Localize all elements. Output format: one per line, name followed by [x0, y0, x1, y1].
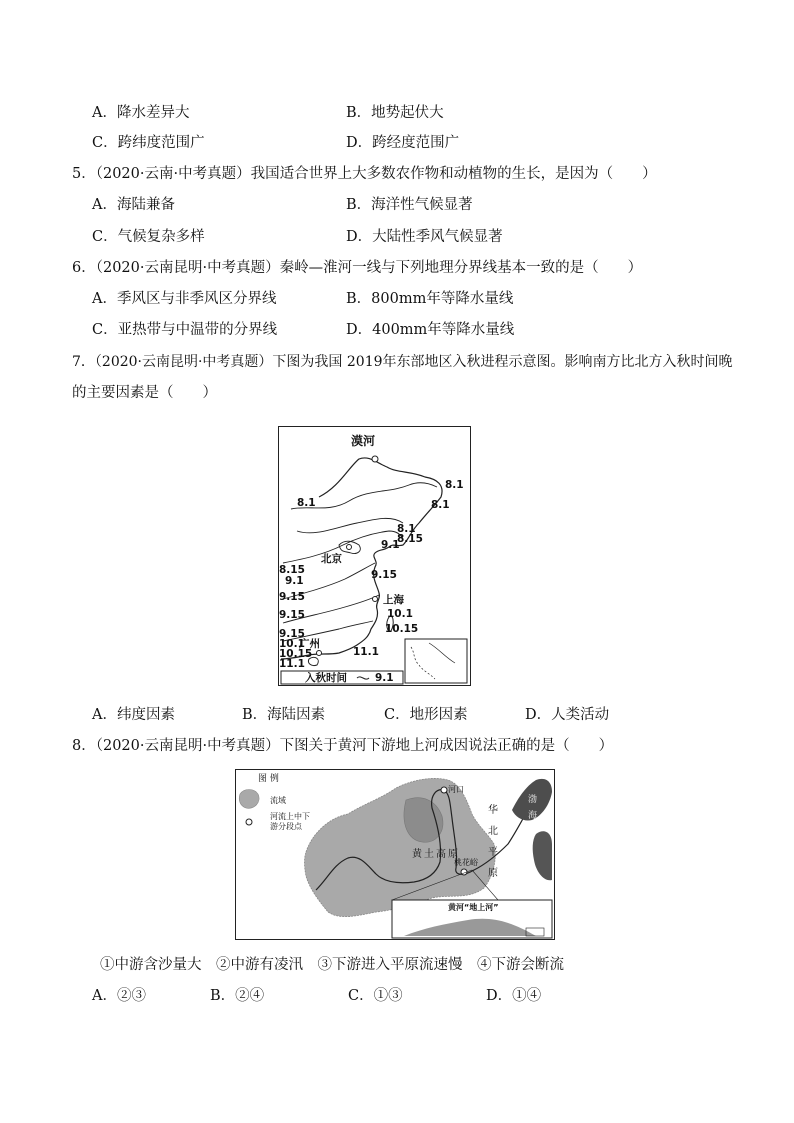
q4-option-a: A．降水差异大 [92, 105, 190, 121]
q8-yellow-river-map [235, 769, 555, 940]
q8-label-north-china-plain: 华北平原 [488, 805, 498, 879]
q7-option-a: A．纬度因素 [92, 707, 175, 723]
q8-legend-point-line2: 游分段点 [270, 822, 302, 831]
q8-inset-title: 黄河“地上河” [448, 903, 499, 912]
q7-label-beijing: 北京 [321, 553, 342, 565]
q7-iso-label: 9.15 [279, 609, 305, 621]
q7-iso-label: 8.1 [445, 479, 464, 491]
q7-option-b: B．海陆因素 [242, 707, 326, 723]
q7-iso-label: 8.15 [397, 533, 423, 545]
q8-option-d: D．①④ [486, 988, 542, 1004]
q7-iso-label: 10.15 [279, 648, 313, 660]
q8-label-bohai: 渤海 [528, 795, 538, 821]
q7-iso-label: 10.15 [385, 623, 419, 635]
q8-legend-point-line1: 河流上中下 [270, 812, 310, 821]
q7-iso-label: 8.1 [397, 523, 416, 535]
q7-iso-label: 8.15 [279, 564, 305, 576]
q8-label-hekou: 河口 [448, 785, 464, 794]
q5-option-a: A．海陆兼备 [92, 197, 175, 213]
q7-iso-label: 9.15 [279, 628, 305, 640]
q8-label-taohuayu: 桃花峪 [454, 858, 478, 867]
q7-label-shanghai: 上海 [383, 594, 404, 606]
q4-option-c: C．跨纬度范围广 [92, 135, 205, 151]
q7-autumn-map [278, 426, 471, 686]
q7-iso-label: 8.1 [431, 499, 450, 511]
q7-option-d: D．人类活动 [525, 707, 610, 723]
q8-legend-basin: 流域 [270, 796, 286, 805]
q7-option-c: C．地形因素 [384, 707, 468, 723]
q5-option-b: B．海洋性气候显著 [346, 197, 473, 213]
q8-option-c: C．①③ [348, 988, 403, 1004]
q7-legend-text: 入秋时间 [305, 672, 347, 684]
q7-iso-label: 9.15 [279, 591, 305, 603]
q6-stem: 6．（2020·云南昆明·中考真题）秦岭—淮河一线与下列地理分界线基本一致的是（ ） [72, 260, 643, 276]
q6-option-a: A．季风区与非季风区分界线 [92, 291, 277, 307]
q7-label-mohe: 漠河 [351, 434, 376, 448]
q7-iso-label: 8.1 [297, 497, 316, 509]
q5-option-c: C．气候复杂多样 [92, 229, 205, 245]
q4-option-d: D．跨经度范围广 [346, 135, 460, 151]
q8-statements: ①中游含沙量大 ②中游有凌汛 ③下游进入平原流速慢 ④下游会断流 [100, 957, 564, 973]
q8-option-b: B．②④ [210, 988, 265, 1004]
q6-option-d: D．400mm年等降水量线 [346, 322, 515, 338]
q8-label-loess-plateau: 黄土高原 [412, 849, 460, 860]
q7-iso-label: 9.1 [285, 575, 304, 587]
q7-stem-line2: 的主要因素是（ ） [72, 385, 217, 401]
q5-stem: 5．（2020·云南·中考真题）我国适合世界上大多数农作物和动植物的生长，是因为（ ） [72, 166, 657, 182]
q7-iso-label: 11.1 [353, 646, 379, 658]
q6-option-b: B．800mm年等降水量线 [346, 291, 514, 307]
q7-iso-label: 11.1 [279, 658, 305, 670]
q4-option-b: B．地势起伏大 [346, 105, 444, 121]
q7-label-guangzhou: 广州 [299, 638, 320, 650]
q8-stem: 8．（2020·云南昆明·中考真题）下图关于黄河下游地上河成因说法正确的是（ ） [72, 738, 614, 754]
q5-option-d: D．大陆性季风气候显著 [346, 229, 503, 245]
q7-legend-value: 9.1 [375, 672, 394, 684]
q7-iso-label: 9.1 [381, 539, 400, 551]
q7-stem-line1: 7．（2020·云南昆明·中考真题）下图为我国 2019年东部地区入秋进程示意图。影响南方比北方入秋时间晚 [72, 354, 733, 370]
q8-legend-title: 图 例 [258, 774, 279, 784]
q7-iso-label: 10.1 [387, 608, 413, 620]
q8-option-a: A．②③ [92, 988, 146, 1004]
q6-option-c: C．亚热带与中温带的分界线 [92, 322, 278, 338]
q7-iso-label: 9.15 [371, 569, 397, 581]
q7-iso-label: 10.1 [279, 638, 305, 650]
